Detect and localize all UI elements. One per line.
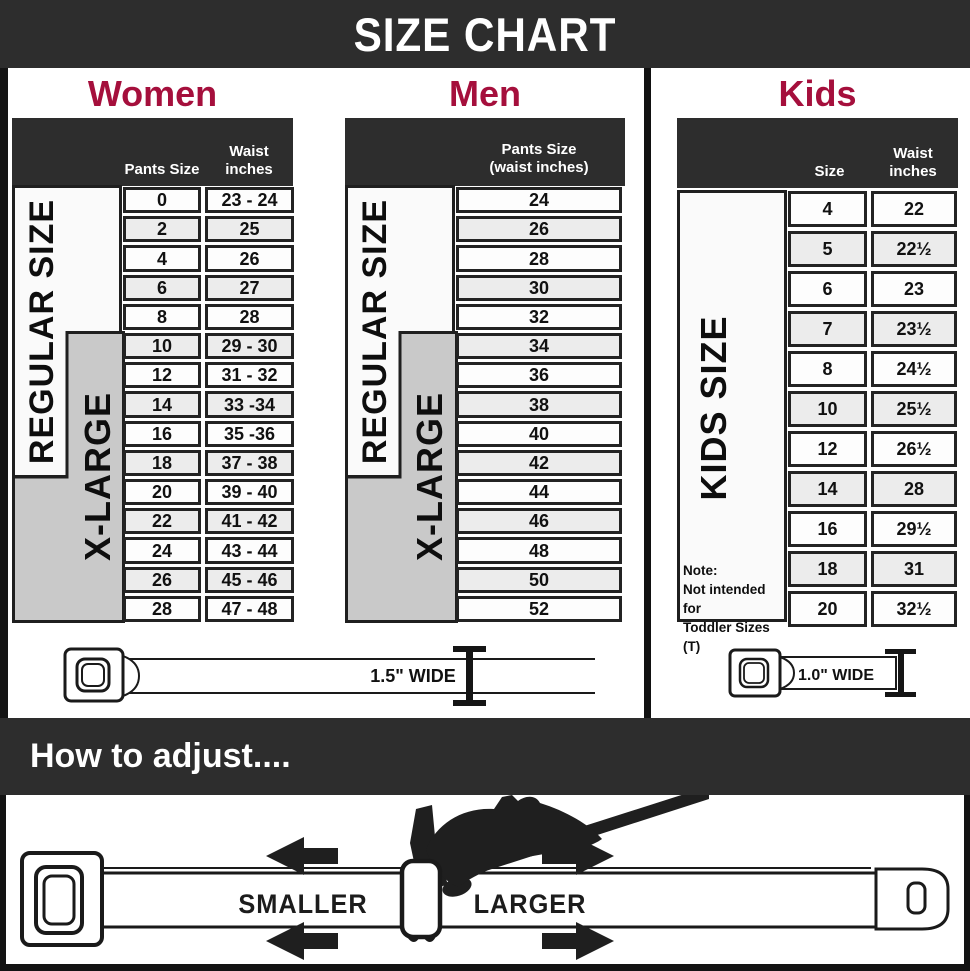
pants-size-cell: 28 — [123, 596, 201, 622]
pants-size-cell: 0 — [123, 187, 201, 213]
women-col-waist-line2: inches — [225, 161, 273, 178]
women-heading: Women — [87, 73, 218, 114]
kids-size-cell: 7 — [788, 311, 867, 347]
larger-label: LARGER — [473, 889, 587, 919]
men-table-row — [456, 187, 622, 213]
kids-size-cell: 6 — [788, 271, 867, 307]
waist-inches-cell: 29 - 30 — [205, 333, 294, 359]
women-table-row — [123, 421, 294, 447]
kids-table-row — [788, 271, 957, 307]
men-table-row — [456, 216, 622, 242]
women-xlarge-label: X-LARGE — [76, 392, 118, 561]
pants-size-cell: 44 — [456, 479, 622, 505]
title-banner — [0, 0, 970, 68]
men-table-header — [345, 118, 625, 186]
women-table-row — [123, 596, 294, 622]
kids-note-line2: Not intended for — [683, 581, 766, 616]
waist-inches-cell: 35 -36 — [205, 421, 294, 447]
kids-size-cell: 5 — [788, 231, 867, 267]
women-table-row — [123, 216, 294, 242]
women-table-row — [123, 537, 294, 563]
women-table-header — [12, 118, 293, 186]
kids-waist-cell: 23 — [871, 271, 957, 307]
pants-size-cell: 22 — [123, 508, 201, 534]
women-table-row — [123, 391, 294, 417]
men-table-row — [456, 391, 622, 417]
kids-note-line3: Toddler Sizes (T) — [683, 619, 770, 654]
belt-adjuster-slider — [402, 861, 440, 941]
kids-belt-width-label: 1.0" WIDE — [797, 667, 875, 684]
men-table-row — [456, 421, 622, 447]
pants-size-cell: 42 — [456, 450, 622, 476]
kids-table-row — [788, 391, 957, 427]
men-table-row — [456, 596, 622, 622]
kids-table-row — [788, 191, 957, 227]
how-to-adjust-band — [0, 718, 970, 795]
women-table-row — [123, 479, 294, 505]
men-table-row — [456, 450, 622, 476]
pants-size-cell: 26 — [456, 216, 622, 242]
pants-size-cell: 2 — [123, 216, 201, 242]
belt-strap — [121, 659, 595, 693]
pants-size-cell: 34 — [456, 333, 622, 359]
chart-body — [0, 68, 970, 718]
women-table-row — [123, 567, 294, 593]
pants-size-cell: 16 — [123, 421, 201, 447]
adult-belt-illustration — [55, 644, 595, 708]
seatbelt-buckle-icon — [65, 649, 139, 701]
kids-col-waist-line1: Waist — [893, 145, 933, 162]
men-table-row — [456, 333, 622, 359]
kids-waist-cell: 31 — [871, 551, 957, 587]
women-table-row — [123, 362, 294, 388]
waist-inches-cell: 33 -34 — [205, 391, 294, 417]
kids-heading: Kids — [778, 73, 857, 114]
kids-table-row — [788, 551, 957, 587]
smaller-label: SMALLER — [238, 889, 368, 919]
kids-note — [683, 562, 787, 656]
adjust-belt-illustration — [6, 795, 964, 964]
kids-size-cell: 8 — [788, 351, 867, 387]
pants-size-cell: 24 — [123, 537, 201, 563]
kids-note-line1: Note: — [683, 563, 718, 578]
kids-size-cell: 14 — [788, 471, 867, 507]
kids-belt-illustration — [722, 647, 922, 701]
women-table-row — [123, 333, 294, 359]
pants-size-cell: 6 — [123, 275, 201, 301]
left-frame-border — [0, 68, 8, 718]
pants-size-cell: 38 — [456, 391, 622, 417]
waist-inches-cell: 45 - 46 — [205, 567, 294, 593]
kids-size-cell: 18 — [788, 551, 867, 587]
kids-section-divider — [644, 68, 651, 718]
women-table-row — [123, 450, 294, 476]
pants-size-cell: 46 — [456, 508, 622, 534]
waist-inches-cell: 23 - 24 — [205, 187, 294, 213]
pants-size-cell: 30 — [456, 275, 622, 301]
pants-size-cell: 28 — [456, 245, 622, 271]
kids-waist-cell: 28 — [871, 471, 957, 507]
women-col-pants-size: Pants Size — [124, 161, 200, 178]
pants-size-cell: 18 — [123, 450, 201, 476]
kids-waist-cell: 26½ — [871, 431, 957, 467]
kids-size-cell: 20 — [788, 591, 867, 627]
kids-table-rows — [788, 191, 957, 627]
women-col-waist-line1: Waist — [229, 143, 269, 160]
men-table-row — [456, 567, 622, 593]
men-col-header-line2: (waist inches) — [489, 159, 589, 176]
kids-table-row — [788, 591, 957, 627]
pants-size-cell: 24 — [456, 187, 622, 213]
men-table-row — [456, 304, 622, 330]
waist-inches-cell: 28 — [205, 304, 294, 330]
pants-size-cell: 14 — [123, 391, 201, 417]
men-regular-size-label: REGULAR SIZE — [355, 198, 394, 465]
belt-end-tip — [876, 869, 948, 929]
adjust-illustration-panel — [0, 795, 970, 971]
men-xlarge-label: X-LARGE — [408, 392, 450, 561]
waist-inches-cell: 26 — [205, 245, 294, 271]
kids-waist-cell: 23½ — [871, 311, 957, 347]
kids-table-row — [788, 231, 957, 267]
waist-inches-cell: 43 - 44 — [205, 537, 294, 563]
kids-waist-cell: 22 — [871, 191, 957, 227]
men-col-pants-size — [455, 141, 623, 177]
pants-size-cell: 48 — [456, 537, 622, 563]
pants-size-cell: 12 — [123, 362, 201, 388]
kids-col-waist — [871, 145, 955, 181]
women-table-row — [123, 245, 294, 271]
men-table-rows — [456, 187, 622, 622]
kids-table-row — [788, 471, 957, 507]
waist-inches-cell: 27 — [205, 275, 294, 301]
kids-table-row — [788, 311, 957, 347]
pants-size-cell: 52 — [456, 596, 622, 622]
adult-belt-width-label: 1.5" WIDE — [370, 666, 456, 686]
kids-table-header — [677, 118, 958, 188]
pants-size-cell: 20 — [123, 479, 201, 505]
women-table-row — [123, 508, 294, 534]
pants-size-cell: 32 — [456, 304, 622, 330]
pants-size-cell: 26 — [123, 567, 201, 593]
pants-size-cell: 36 — [456, 362, 622, 388]
women-table-row — [123, 275, 294, 301]
kids-col-waist-line2: inches — [889, 163, 937, 180]
waist-inches-cell: 25 — [205, 216, 294, 242]
kids-waist-cell: 25½ — [871, 391, 957, 427]
how-to-adjust-heading: How to adjust.... — [30, 737, 291, 775]
arrow-left-upper-icon — [266, 837, 338, 875]
page-title: SIZE CHART — [353, 7, 617, 61]
women-table-rows — [123, 187, 294, 622]
kids-size-label: KIDS SIZE — [693, 315, 734, 501]
men-table-row — [456, 362, 622, 388]
pants-size-cell: 50 — [456, 567, 622, 593]
men-table-row — [456, 537, 622, 563]
waist-inches-cell: 39 - 40 — [205, 479, 294, 505]
kids-table-row — [788, 431, 957, 467]
kids-table-row — [788, 351, 957, 387]
men-heading: Men — [449, 73, 521, 114]
kids-waist-cell: 24½ — [871, 351, 957, 387]
women-table-row — [123, 304, 294, 330]
waist-inches-cell: 31 - 32 — [205, 362, 294, 388]
pants-size-cell: 10 — [123, 333, 201, 359]
waist-inches-cell: 41 - 42 — [205, 508, 294, 534]
pants-size-cell: 40 — [456, 421, 622, 447]
kids-waist-cell: 32½ — [871, 591, 957, 627]
kids-waist-cell: 29½ — [871, 511, 957, 547]
kids-size-cell: 12 — [788, 431, 867, 467]
men-table-row — [456, 508, 622, 534]
kids-table-row — [788, 511, 957, 547]
pants-size-cell: 8 — [123, 304, 201, 330]
kids-size-cell: 10 — [788, 391, 867, 427]
seatbelt-buckle-icon — [22, 853, 102, 945]
women-col-waist — [205, 143, 293, 179]
men-table-row — [456, 479, 622, 505]
waist-inches-cell: 37 - 38 — [205, 450, 294, 476]
women-regular-size-label: REGULAR SIZE — [22, 198, 61, 465]
kids-size-cell: 16 — [788, 511, 867, 547]
men-table-row — [456, 275, 622, 301]
waist-inches-cell: 47 - 48 — [205, 596, 294, 622]
kids-size-cell: 4 — [788, 191, 867, 227]
kids-col-size: Size — [814, 163, 845, 180]
pants-size-cell: 4 — [123, 245, 201, 271]
women-table-row — [123, 187, 294, 213]
men-col-header-line1: Pants Size — [501, 141, 577, 158]
kids-waist-cell: 22½ — [871, 231, 957, 267]
men-table-row — [456, 245, 622, 271]
